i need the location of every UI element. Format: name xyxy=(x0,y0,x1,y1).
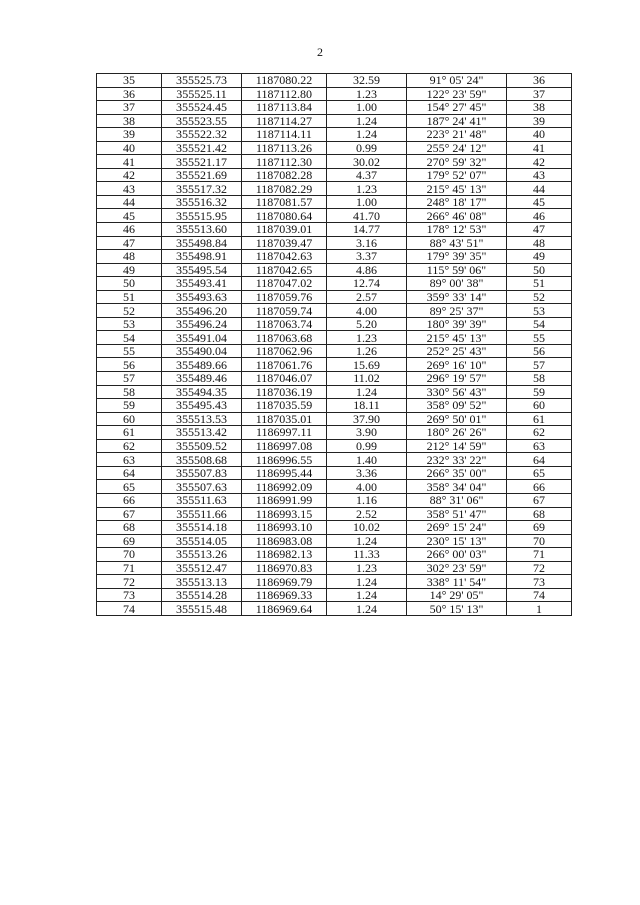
bearing-cell: 266° 35' 00" xyxy=(407,466,507,480)
point-number-cell: 37 xyxy=(97,101,162,115)
x-coordinate-cell: 355498.91 xyxy=(162,250,242,264)
distance-cell: 41.70 xyxy=(327,209,407,223)
x-coordinate-cell: 355507.83 xyxy=(162,466,242,480)
distance-cell: 3.16 xyxy=(327,236,407,250)
next-point-cell: 74 xyxy=(507,588,572,602)
next-point-cell: 43 xyxy=(507,168,572,182)
next-point-cell: 56 xyxy=(507,344,572,358)
distance-cell: 5.20 xyxy=(327,317,407,331)
table-row xyxy=(97,114,572,128)
point-number-cell: 48 xyxy=(97,250,162,264)
y-coordinate-cell: 1187063.74 xyxy=(242,317,327,331)
y-coordinate-cell: 1186997.11 xyxy=(242,426,327,440)
y-coordinate-cell: 1186995.44 xyxy=(242,466,327,480)
x-coordinate-cell: 355513.42 xyxy=(162,426,242,440)
x-coordinate-cell: 355489.46 xyxy=(162,372,242,386)
next-point-cell: 40 xyxy=(507,128,572,142)
next-point-cell: 48 xyxy=(507,236,572,250)
distance-cell: 1.24 xyxy=(327,128,407,142)
distance-cell: 1.23 xyxy=(327,331,407,345)
distance-cell: 1.00 xyxy=(327,195,407,209)
table-row xyxy=(97,168,572,182)
bearing-cell: 269° 15' 24" xyxy=(407,521,507,535)
next-point-cell: 59 xyxy=(507,385,572,399)
next-point-cell: 51 xyxy=(507,277,572,291)
bearing-cell: 88° 31' 06" xyxy=(407,493,507,507)
table-row xyxy=(97,290,572,304)
bearing-cell: 252° 25' 43" xyxy=(407,344,507,358)
y-coordinate-cell: 1187114.11 xyxy=(242,128,327,142)
x-coordinate-cell: 355522.32 xyxy=(162,128,242,142)
next-point-cell: 52 xyxy=(507,290,572,304)
next-point-cell: 64 xyxy=(507,453,572,467)
next-point-cell: 60 xyxy=(507,399,572,413)
point-number-cell: 55 xyxy=(97,344,162,358)
y-coordinate-cell: 1187080.64 xyxy=(242,209,327,223)
bearing-cell: 215° 45' 13" xyxy=(407,331,507,345)
y-coordinate-cell: 1187036.19 xyxy=(242,385,327,399)
distance-cell: 11.33 xyxy=(327,548,407,562)
next-point-cell: 41 xyxy=(507,141,572,155)
point-number-cell: 59 xyxy=(97,399,162,413)
point-number-cell: 57 xyxy=(97,372,162,386)
point-number-cell: 56 xyxy=(97,358,162,372)
point-number-cell: 58 xyxy=(97,385,162,399)
y-coordinate-cell: 1187035.01 xyxy=(242,412,327,426)
y-coordinate-cell: 1187035.59 xyxy=(242,399,327,413)
point-number-cell: 62 xyxy=(97,439,162,453)
distance-cell: 1.24 xyxy=(327,602,407,616)
table-row xyxy=(97,507,572,521)
point-number-cell: 50 xyxy=(97,277,162,291)
distance-cell: 1.23 xyxy=(327,561,407,575)
y-coordinate-cell: 1186996.55 xyxy=(242,453,327,467)
point-number-cell: 40 xyxy=(97,141,162,155)
next-point-cell: 45 xyxy=(507,195,572,209)
table-row xyxy=(97,588,572,602)
bearing-cell: 296° 19' 57" xyxy=(407,372,507,386)
table-row xyxy=(97,412,572,426)
distance-cell: 18.11 xyxy=(327,399,407,413)
bearing-cell: 122° 23' 59" xyxy=(407,87,507,101)
x-coordinate-cell: 355525.11 xyxy=(162,87,242,101)
next-point-cell: 44 xyxy=(507,182,572,196)
table-row xyxy=(97,87,572,101)
bearing-cell: 230° 15' 13" xyxy=(407,534,507,548)
point-number-cell: 44 xyxy=(97,195,162,209)
x-coordinate-cell: 355490.04 xyxy=(162,344,242,358)
table-row xyxy=(97,534,572,548)
y-coordinate-cell: 1187046.07 xyxy=(242,372,327,386)
x-coordinate-cell: 355517.32 xyxy=(162,182,242,196)
y-coordinate-cell: 1187114.27 xyxy=(242,114,327,128)
point-number-cell: 63 xyxy=(97,453,162,467)
x-coordinate-cell: 355493.63 xyxy=(162,290,242,304)
distance-cell: 1.40 xyxy=(327,453,407,467)
bearing-cell: 270° 59' 32" xyxy=(407,155,507,169)
y-coordinate-cell: 1187082.29 xyxy=(242,182,327,196)
next-point-cell: 47 xyxy=(507,223,572,237)
distance-cell: 4.00 xyxy=(327,480,407,494)
next-point-cell: 37 xyxy=(507,87,572,101)
y-coordinate-cell: 1186969.79 xyxy=(242,575,327,589)
distance-cell: 1.24 xyxy=(327,534,407,548)
x-coordinate-cell: 355524.45 xyxy=(162,101,242,115)
table-row xyxy=(97,358,572,372)
distance-cell: 4.37 xyxy=(327,168,407,182)
next-point-cell: 39 xyxy=(507,114,572,128)
x-coordinate-cell: 355515.95 xyxy=(162,209,242,223)
point-number-cell: 36 xyxy=(97,87,162,101)
table-row xyxy=(97,128,572,142)
bearing-cell: 180° 26' 26" xyxy=(407,426,507,440)
bearing-cell: 50° 15' 13" xyxy=(407,602,507,616)
bearing-cell: 88° 43' 51" xyxy=(407,236,507,250)
next-point-cell: 46 xyxy=(507,209,572,223)
table-row xyxy=(97,277,572,291)
bearing-cell: 179° 52' 07" xyxy=(407,168,507,182)
table-row xyxy=(97,223,572,237)
bearing-cell: 154° 27' 45" xyxy=(407,101,507,115)
point-number-cell: 68 xyxy=(97,521,162,535)
x-coordinate-cell: 355508.68 xyxy=(162,453,242,467)
y-coordinate-cell: 1186970.83 xyxy=(242,561,327,575)
point-number-cell: 65 xyxy=(97,480,162,494)
table-row xyxy=(97,101,572,115)
next-point-cell: 65 xyxy=(507,466,572,480)
y-coordinate-cell: 1187080.22 xyxy=(242,74,327,88)
next-point-cell: 1 xyxy=(507,602,572,616)
y-coordinate-cell: 1187113.26 xyxy=(242,141,327,155)
next-point-cell: 70 xyxy=(507,534,572,548)
x-coordinate-cell: 355493.41 xyxy=(162,277,242,291)
distance-cell: 1.24 xyxy=(327,385,407,399)
bearing-cell: 358° 09' 52" xyxy=(407,399,507,413)
distance-cell: 2.57 xyxy=(327,290,407,304)
distance-cell: 3.90 xyxy=(327,426,407,440)
y-coordinate-cell: 1186993.10 xyxy=(242,521,327,535)
distance-cell: 4.86 xyxy=(327,263,407,277)
distance-cell: 2.52 xyxy=(327,507,407,521)
x-coordinate-cell: 355523.55 xyxy=(162,114,242,128)
bearing-cell: 255° 24' 12" xyxy=(407,141,507,155)
distance-cell: 1.23 xyxy=(327,87,407,101)
x-coordinate-cell: 355511.63 xyxy=(162,493,242,507)
next-point-cell: 71 xyxy=(507,548,572,562)
point-number-cell: 60 xyxy=(97,412,162,426)
table-row xyxy=(97,236,572,250)
point-number-cell: 67 xyxy=(97,507,162,521)
next-point-cell: 54 xyxy=(507,317,572,331)
next-point-cell: 67 xyxy=(507,493,572,507)
next-point-cell: 61 xyxy=(507,412,572,426)
point-number-cell: 39 xyxy=(97,128,162,142)
x-coordinate-cell: 355513.26 xyxy=(162,548,242,562)
point-number-cell: 35 xyxy=(97,74,162,88)
distance-cell: 1.23 xyxy=(327,182,407,196)
x-coordinate-cell: 355498.84 xyxy=(162,236,242,250)
point-number-cell: 49 xyxy=(97,263,162,277)
x-coordinate-cell: 355496.20 xyxy=(162,304,242,318)
coordinates-table xyxy=(96,73,572,616)
x-coordinate-cell: 355516.32 xyxy=(162,195,242,209)
y-coordinate-cell: 1186983.08 xyxy=(242,534,327,548)
coordinates-table-body xyxy=(97,74,572,616)
table-row xyxy=(97,195,572,209)
bearing-cell: 359° 33' 14" xyxy=(407,290,507,304)
table-row xyxy=(97,548,572,562)
table-row xyxy=(97,155,572,169)
x-coordinate-cell: 355525.73 xyxy=(162,74,242,88)
point-number-cell: 51 xyxy=(97,290,162,304)
bearing-cell: 266° 46' 08" xyxy=(407,209,507,223)
y-coordinate-cell: 1187059.74 xyxy=(242,304,327,318)
bearing-cell: 302° 23' 59" xyxy=(407,561,507,575)
y-coordinate-cell: 1186982.13 xyxy=(242,548,327,562)
point-number-cell: 66 xyxy=(97,493,162,507)
table-row xyxy=(97,74,572,88)
bearing-cell: 89° 00' 38" xyxy=(407,277,507,291)
x-coordinate-cell: 355521.42 xyxy=(162,141,242,155)
bearing-cell: 187° 24' 41" xyxy=(407,114,507,128)
bearing-cell: 266° 00' 03" xyxy=(407,548,507,562)
table-row xyxy=(97,575,572,589)
point-number-cell: 54 xyxy=(97,331,162,345)
point-number-cell: 70 xyxy=(97,548,162,562)
distance-cell: 3.37 xyxy=(327,250,407,264)
y-coordinate-cell: 1187062.96 xyxy=(242,344,327,358)
x-coordinate-cell: 355515.48 xyxy=(162,602,242,616)
table-row xyxy=(97,426,572,440)
bearing-cell: 232° 33' 22" xyxy=(407,453,507,467)
next-point-cell: 58 xyxy=(507,372,572,386)
y-coordinate-cell: 1187113.84 xyxy=(242,101,327,115)
distance-cell: 1.16 xyxy=(327,493,407,507)
y-coordinate-cell: 1186991.99 xyxy=(242,493,327,507)
distance-cell: 0.99 xyxy=(327,439,407,453)
y-coordinate-cell: 1187042.65 xyxy=(242,263,327,277)
y-coordinate-cell: 1187081.57 xyxy=(242,195,327,209)
bearing-cell: 223° 21' 48" xyxy=(407,128,507,142)
x-coordinate-cell: 355491.04 xyxy=(162,331,242,345)
x-coordinate-cell: 355507.63 xyxy=(162,480,242,494)
distance-cell: 1.00 xyxy=(327,101,407,115)
distance-cell: 30.02 xyxy=(327,155,407,169)
bearing-cell: 14° 29' 05" xyxy=(407,588,507,602)
y-coordinate-cell: 1187039.47 xyxy=(242,236,327,250)
bearing-cell: 212° 14' 59" xyxy=(407,439,507,453)
point-number-cell: 72 xyxy=(97,575,162,589)
table-row xyxy=(97,263,572,277)
point-number-cell: 74 xyxy=(97,602,162,616)
x-coordinate-cell: 355496.24 xyxy=(162,317,242,331)
bearing-cell: 338° 11' 54" xyxy=(407,575,507,589)
distance-cell: 37.90 xyxy=(327,412,407,426)
point-number-cell: 43 xyxy=(97,182,162,196)
next-point-cell: 63 xyxy=(507,439,572,453)
next-point-cell: 36 xyxy=(507,74,572,88)
y-coordinate-cell: 1187047.02 xyxy=(242,277,327,291)
x-coordinate-cell: 355511.66 xyxy=(162,507,242,521)
x-coordinate-cell: 355513.60 xyxy=(162,223,242,237)
bearing-cell: 248° 18' 17" xyxy=(407,195,507,209)
table-row xyxy=(97,372,572,386)
next-point-cell: 49 xyxy=(507,250,572,264)
y-coordinate-cell: 1187042.63 xyxy=(242,250,327,264)
x-coordinate-cell: 355495.54 xyxy=(162,263,242,277)
x-coordinate-cell: 355509.52 xyxy=(162,439,242,453)
table-row xyxy=(97,439,572,453)
next-point-cell: 53 xyxy=(507,304,572,318)
bearing-cell: 358° 34' 04" xyxy=(407,480,507,494)
next-point-cell: 69 xyxy=(507,521,572,535)
table-row xyxy=(97,317,572,331)
next-point-cell: 55 xyxy=(507,331,572,345)
table-row xyxy=(97,250,572,264)
distance-cell: 14.77 xyxy=(327,223,407,237)
distance-cell: 1.24 xyxy=(327,114,407,128)
point-number-cell: 61 xyxy=(97,426,162,440)
point-number-cell: 69 xyxy=(97,534,162,548)
table-row xyxy=(97,493,572,507)
distance-cell: 10.02 xyxy=(327,521,407,535)
x-coordinate-cell: 355494.35 xyxy=(162,385,242,399)
point-number-cell: 46 xyxy=(97,223,162,237)
table-row xyxy=(97,331,572,345)
bearing-cell: 269° 50' 01" xyxy=(407,412,507,426)
x-coordinate-cell: 355512.47 xyxy=(162,561,242,575)
distance-cell: 4.00 xyxy=(327,304,407,318)
y-coordinate-cell: 1186993.15 xyxy=(242,507,327,521)
x-coordinate-cell: 355521.69 xyxy=(162,168,242,182)
bearing-cell: 330° 56' 43" xyxy=(407,385,507,399)
point-number-cell: 38 xyxy=(97,114,162,128)
distance-cell: 3.36 xyxy=(327,466,407,480)
y-coordinate-cell: 1186997.08 xyxy=(242,439,327,453)
point-number-cell: 45 xyxy=(97,209,162,223)
distance-cell: 1.26 xyxy=(327,344,407,358)
table-row xyxy=(97,209,572,223)
y-coordinate-cell: 1186992.09 xyxy=(242,480,327,494)
point-number-cell: 71 xyxy=(97,561,162,575)
point-number-cell: 73 xyxy=(97,588,162,602)
x-coordinate-cell: 355521.17 xyxy=(162,155,242,169)
bearing-cell: 180° 39' 39" xyxy=(407,317,507,331)
x-coordinate-cell: 355495.43 xyxy=(162,399,242,413)
x-coordinate-cell: 355514.28 xyxy=(162,588,242,602)
y-coordinate-cell: 1187063.68 xyxy=(242,331,327,345)
next-point-cell: 72 xyxy=(507,561,572,575)
y-coordinate-cell: 1187059.76 xyxy=(242,290,327,304)
table-row xyxy=(97,182,572,196)
bearing-cell: 358° 51' 47" xyxy=(407,507,507,521)
point-number-cell: 64 xyxy=(97,466,162,480)
table-row xyxy=(97,466,572,480)
x-coordinate-cell: 355513.53 xyxy=(162,412,242,426)
bearing-cell: 179° 39' 35" xyxy=(407,250,507,264)
point-number-cell: 53 xyxy=(97,317,162,331)
next-point-cell: 42 xyxy=(507,155,572,169)
table-row xyxy=(97,521,572,535)
bearing-cell: 115° 59' 06" xyxy=(407,263,507,277)
point-number-cell: 47 xyxy=(97,236,162,250)
next-point-cell: 62 xyxy=(507,426,572,440)
y-coordinate-cell: 1187112.30 xyxy=(242,155,327,169)
table-row xyxy=(97,344,572,358)
table-row xyxy=(97,561,572,575)
y-coordinate-cell: 1187039.01 xyxy=(242,223,327,237)
y-coordinate-cell: 1187061.76 xyxy=(242,358,327,372)
distance-cell: 32.59 xyxy=(327,74,407,88)
next-point-cell: 57 xyxy=(507,358,572,372)
next-point-cell: 38 xyxy=(507,101,572,115)
table-row xyxy=(97,399,572,413)
table-row xyxy=(97,141,572,155)
y-coordinate-cell: 1186969.64 xyxy=(242,602,327,616)
y-coordinate-cell: 1186969.33 xyxy=(242,588,327,602)
y-coordinate-cell: 1187112.80 xyxy=(242,87,327,101)
point-number-cell: 52 xyxy=(97,304,162,318)
bearing-cell: 89° 25' 37" xyxy=(407,304,507,318)
table-row xyxy=(97,385,572,399)
bearing-cell: 178° 12' 53" xyxy=(407,223,507,237)
bearing-cell: 269° 16' 10" xyxy=(407,358,507,372)
y-coordinate-cell: 1187082.28 xyxy=(242,168,327,182)
distance-cell: 12.74 xyxy=(327,277,407,291)
x-coordinate-cell: 355514.05 xyxy=(162,534,242,548)
next-point-cell: 68 xyxy=(507,507,572,521)
bearing-cell: 91° 05' 24" xyxy=(407,74,507,88)
distance-cell: 0.99 xyxy=(327,141,407,155)
next-point-cell: 50 xyxy=(507,263,572,277)
table-row xyxy=(97,304,572,318)
point-number-cell: 41 xyxy=(97,155,162,169)
distance-cell: 11.02 xyxy=(327,372,407,386)
x-coordinate-cell: 355513.13 xyxy=(162,575,242,589)
distance-cell: 15.69 xyxy=(327,358,407,372)
point-number-cell: 42 xyxy=(97,168,162,182)
table-row xyxy=(97,453,572,467)
distance-cell: 1.24 xyxy=(327,575,407,589)
next-point-cell: 73 xyxy=(507,575,572,589)
page-number: 2 xyxy=(317,45,323,59)
next-point-cell: 66 xyxy=(507,480,572,494)
table-row xyxy=(97,480,572,494)
table-row xyxy=(97,602,572,616)
x-coordinate-cell: 355489.66 xyxy=(162,358,242,372)
x-coordinate-cell: 355514.18 xyxy=(162,521,242,535)
distance-cell: 1.24 xyxy=(327,588,407,602)
bearing-cell: 215° 45' 13" xyxy=(407,182,507,196)
